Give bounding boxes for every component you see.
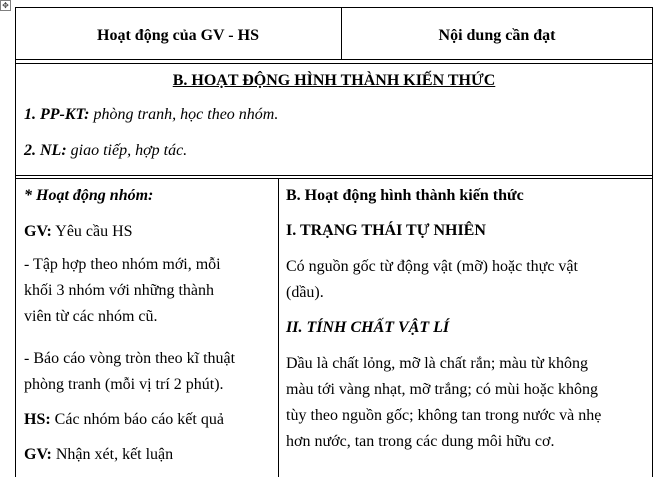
physical-properties-line4: hơn nước, tan trong các dung môi hữu cơ. [286, 433, 555, 450]
natural-state-title: I. TRẠNG THÁI TỰ NHIÊN [286, 222, 486, 239]
gv-conclusion-line [24, 445, 173, 465]
task1-line3: viên từ các nhóm cũ. [24, 308, 158, 325]
physical-properties-line3: tùy theo nguồn gốc; không tan trong nước và nhẹ [286, 407, 602, 424]
header-content-cell: Nội dung cần đạt [438, 27, 556, 44]
task2-line2: phòng tranh (mỗi vị trí 2 phút). [24, 376, 224, 393]
nl-label: 2. NL: [24, 142, 67, 159]
section-divider-double [15, 178, 653, 179]
task2-line1: - Báo cáo vòng tròn theo kĩ thuật [24, 350, 236, 367]
hs-label: HS: [24, 411, 51, 428]
table-border-top [15, 7, 653, 8]
pp-kt-line [24, 105, 278, 125]
body-column-divider [278, 178, 279, 477]
table-move-handle-icon[interactable]: ✥ [0, 0, 11, 11]
gv-request-line [24, 222, 133, 242]
nl-text: giao tiếp, hợp tác. [66, 142, 188, 159]
header-activity-cell: Hoạt động của GV - HS [97, 27, 259, 44]
gv-conclusion-text: Nhận xét, kết luận [51, 446, 174, 463]
pp-kt-text: phòng tranh, học theo nhóm. [89, 106, 279, 123]
section-divider [15, 175, 653, 176]
natural-state-line2: (dầu). [286, 284, 324, 301]
group-activity-title: * Hoạt động nhóm: [24, 187, 154, 204]
physical-properties-title: II. TÍNH CHẤT VẬT LÍ [286, 319, 450, 336]
physical-properties-line2: màu tới vàng nhạt, mỡ trắng; có mùi hoặc không [286, 381, 598, 398]
hs-report-line [24, 410, 224, 430]
task1-line1: - Tập hợp theo nhóm mới, mỗi [24, 256, 221, 273]
header-divider [15, 59, 653, 60]
header-divider-double [15, 63, 653, 64]
pp-kt-label: 1. PP-KT: [24, 106, 90, 123]
gv-label: GV: [24, 223, 52, 240]
lesson-table [15, 7, 653, 477]
gv2-label: GV: [24, 446, 52, 463]
natural-state-line1: Có nguồn gốc từ động vật (mỡ) hoặc thực vật [286, 258, 578, 275]
nl-line [24, 141, 187, 161]
right-heading: B. Hoạt động hình thành kiến thức [286, 187, 524, 204]
hs-report-text: Các nhóm báo cáo kết quả [50, 411, 224, 428]
physical-properties-line1: Dầu là chất lỏng, mỡ là chất rắn; màu từ không [286, 355, 588, 372]
task1-line2: khối 3 nhóm với những thành [24, 282, 215, 299]
gv-request-text: Yêu cầu HS [51, 223, 133, 240]
section-title: B. HOẠT ĐỘNG HÌNH THÀNH KIẾN THỨC [172, 72, 496, 89]
